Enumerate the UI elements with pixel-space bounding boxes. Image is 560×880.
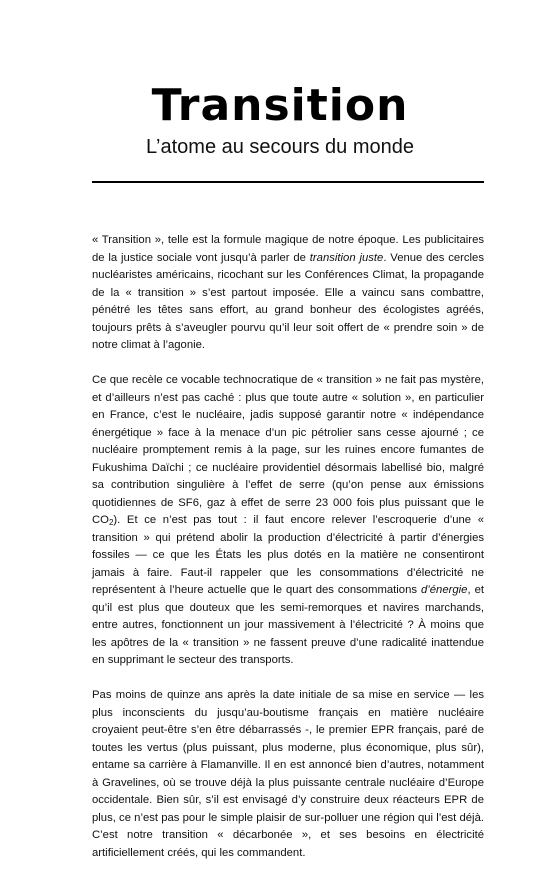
page-title: Transition (151, 80, 409, 131)
italic-text: transition juste (309, 251, 384, 264)
italic-text: d’énergie (420, 584, 468, 596)
text-run: « Transition », telle est la formule magique de notre époque. Les publicitaires de la justice sociale vont jusqu’à parler de (92, 234, 484, 264)
text-run: Pas moins de quinze ans après la date initiale de sa mise en service — les plus inconscients du jusqu’au-boutisme français en matière nucléaire croyaient peut-être s’en être débarrassés -, le premier EPR français, paré de toutes les vertus (plus puissant, plus moderne, plus économique, plus sûr), entame sa carrière à Flamanville. Il en est annoncé bien d’autres, notamment à Gravelines, où se trouve déjà la plus puissante centrale nucléaire d’Europe occidentale. Bien sûr, s’il est envisagé d’y construire deux réacteurs EPR de plus, ce n’est pas pour le simple plaisir de sur-polluer une région qui l’est déjà. C’est notre transition « décarbonée », et ses besoins en électricité artificiellement créés, qui les commandent. (92, 689, 484, 859)
title-divider (92, 181, 484, 183)
article-body (92, 232, 484, 880)
subscript-text: 2 (108, 518, 114, 527)
text-run: Ce que recèle ce vocable technocratique de « transition » ne fait pas mystère, et d’ailleurs n’est pas caché : plus que toute autre « solution », en particulier en France, c’est le nucléaire, jadis supposé garantir notre « indépendance énergétique » face à la menace d’un pic pétrolier sans cesse ajourné ; ce nucléaire promptement remis à la page, sur les ruines encore fumantes de Fukushima Daïchi ; ce nucléaire providentiel désormais labellisé bio, malgré sa contribution singulière à l’effet de serre (qu’on pense aux émissions quotidiennes de SF6, gaz à effet de serre 23 000 fois plus puissant que le CO (92, 374, 484, 526)
page-subtitle: L’atome au secours du monde (146, 136, 414, 158)
text-run: , et qu’il est plus que douteux que les semi-remorques et navires marchands, entre autres, fonctionnent un jour massivement à l’électricité ? À moins que les apôtres de la « transition » ne fassent preuve d’une radicalité inattendue en supprimant le secteur des transports. (92, 584, 484, 666)
text-run: . Venue des cercles nucléaristes américains, ricochant sur les Conférences Climat, la propagande de la « transition » s’est partout imposée. Elle a vaincu sans combattre, pénétré les têtes sans effort, au grand bonheur des écologistes agréés, toujours prêts à s’aveugler pourvu qu’il leur soit offert de « prendre soin » de notre climat à l’agonie. (92, 251, 484, 351)
paragraph-2 (92, 372, 484, 670)
paragraph-1 (92, 232, 484, 355)
text-run: ). Et ce n’est pas tout : il faut encore relever l’escroquerie d’une « transition » qui prétend abolir la production d’électricité à partir d’énergies fossiles — ce que les États les plus dotés en la matière ne consentiront jamais à faire. Faut-il rappeler que les consommations d’électricité ne représentent à l’heure actuelle que le quart des consommations (92, 514, 484, 596)
paragraph-3 (92, 687, 484, 862)
